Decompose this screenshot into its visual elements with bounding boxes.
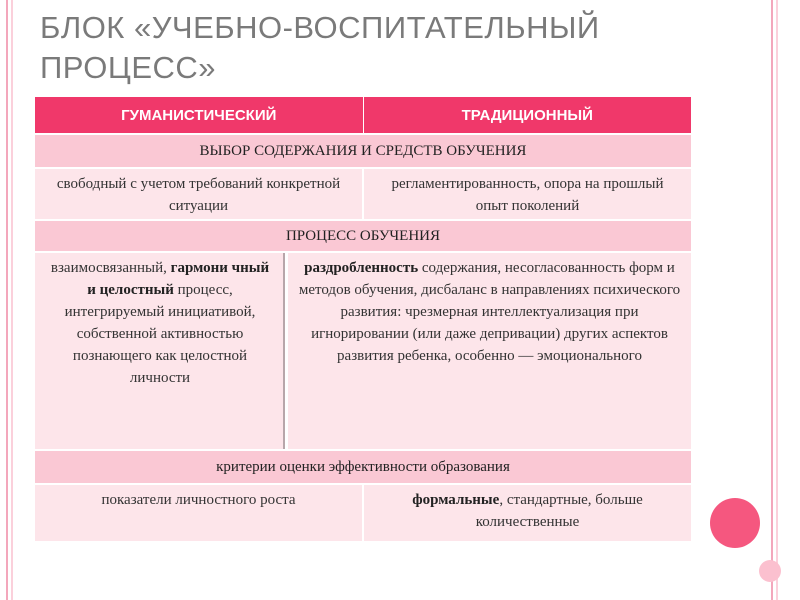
text-bold: раздробленность (304, 260, 419, 276)
page-title: БЛОК «УЧЕБНО-ВОСПИТАТЕЛЬНЫЙ ПРОЦЕСС» (40, 10, 600, 85)
cell-traditional: регламентированность, опора на прошлый опыт поколений (362, 169, 691, 219)
text-bold: гармони чный и целостный (87, 260, 270, 298)
table-row (35, 483, 691, 541)
table-header (35, 97, 691, 133)
cell-traditional (362, 485, 691, 541)
frame-line-left-2 (11, 0, 13, 600)
decor-circle-large (710, 498, 760, 548)
cell-humanistic: показатели личностного роста (101, 492, 296, 508)
cell-humanistic: свободный с учетом требований конкретной ситуации (56, 176, 341, 214)
frame-line-right-1 (771, 0, 773, 600)
section-content-choice: ВЫБОР СОДЕРЖАНИЯ И СРЕДСТВ ОБУЧЕНИЯ (35, 133, 691, 167)
text-fragment: взаимосвязанный, (50, 260, 171, 276)
text-fragment: содержания, несогласованность форм и методов обучения, дисбаланс в направлениях психического развития: чрезмерная интеллектуализация при игнорировании (или даже депривации) других аспектов развития ребенка, особенно — эмоционального (298, 260, 681, 364)
frame-line-left-1 (6, 0, 8, 600)
table-row (35, 167, 691, 219)
table-row (35, 251, 691, 449)
decor-circle-small (759, 560, 781, 582)
section-criteria: критерии оценки эффективности образования (35, 449, 691, 483)
section-learning-process: ПРОЦЕСС ОБУЧЕНИЯ (35, 219, 691, 251)
cell-traditional (285, 253, 691, 449)
text-fragment: процесс, интегрируемый инициативой, собственной активностью познающего как целостной личности (64, 282, 256, 386)
text-fragment: , стандартные, больше количественные (475, 492, 643, 530)
comparison-table (35, 97, 691, 541)
cell-humanistic (35, 253, 285, 449)
text-bold: формальные (412, 492, 500, 508)
column-humanistic: ГУМАНИСТИЧЕСКИЙ (121, 106, 277, 124)
frame-line-right-2 (776, 0, 778, 600)
column-traditional: ТРАДИЦИОННЫЙ (363, 97, 692, 133)
